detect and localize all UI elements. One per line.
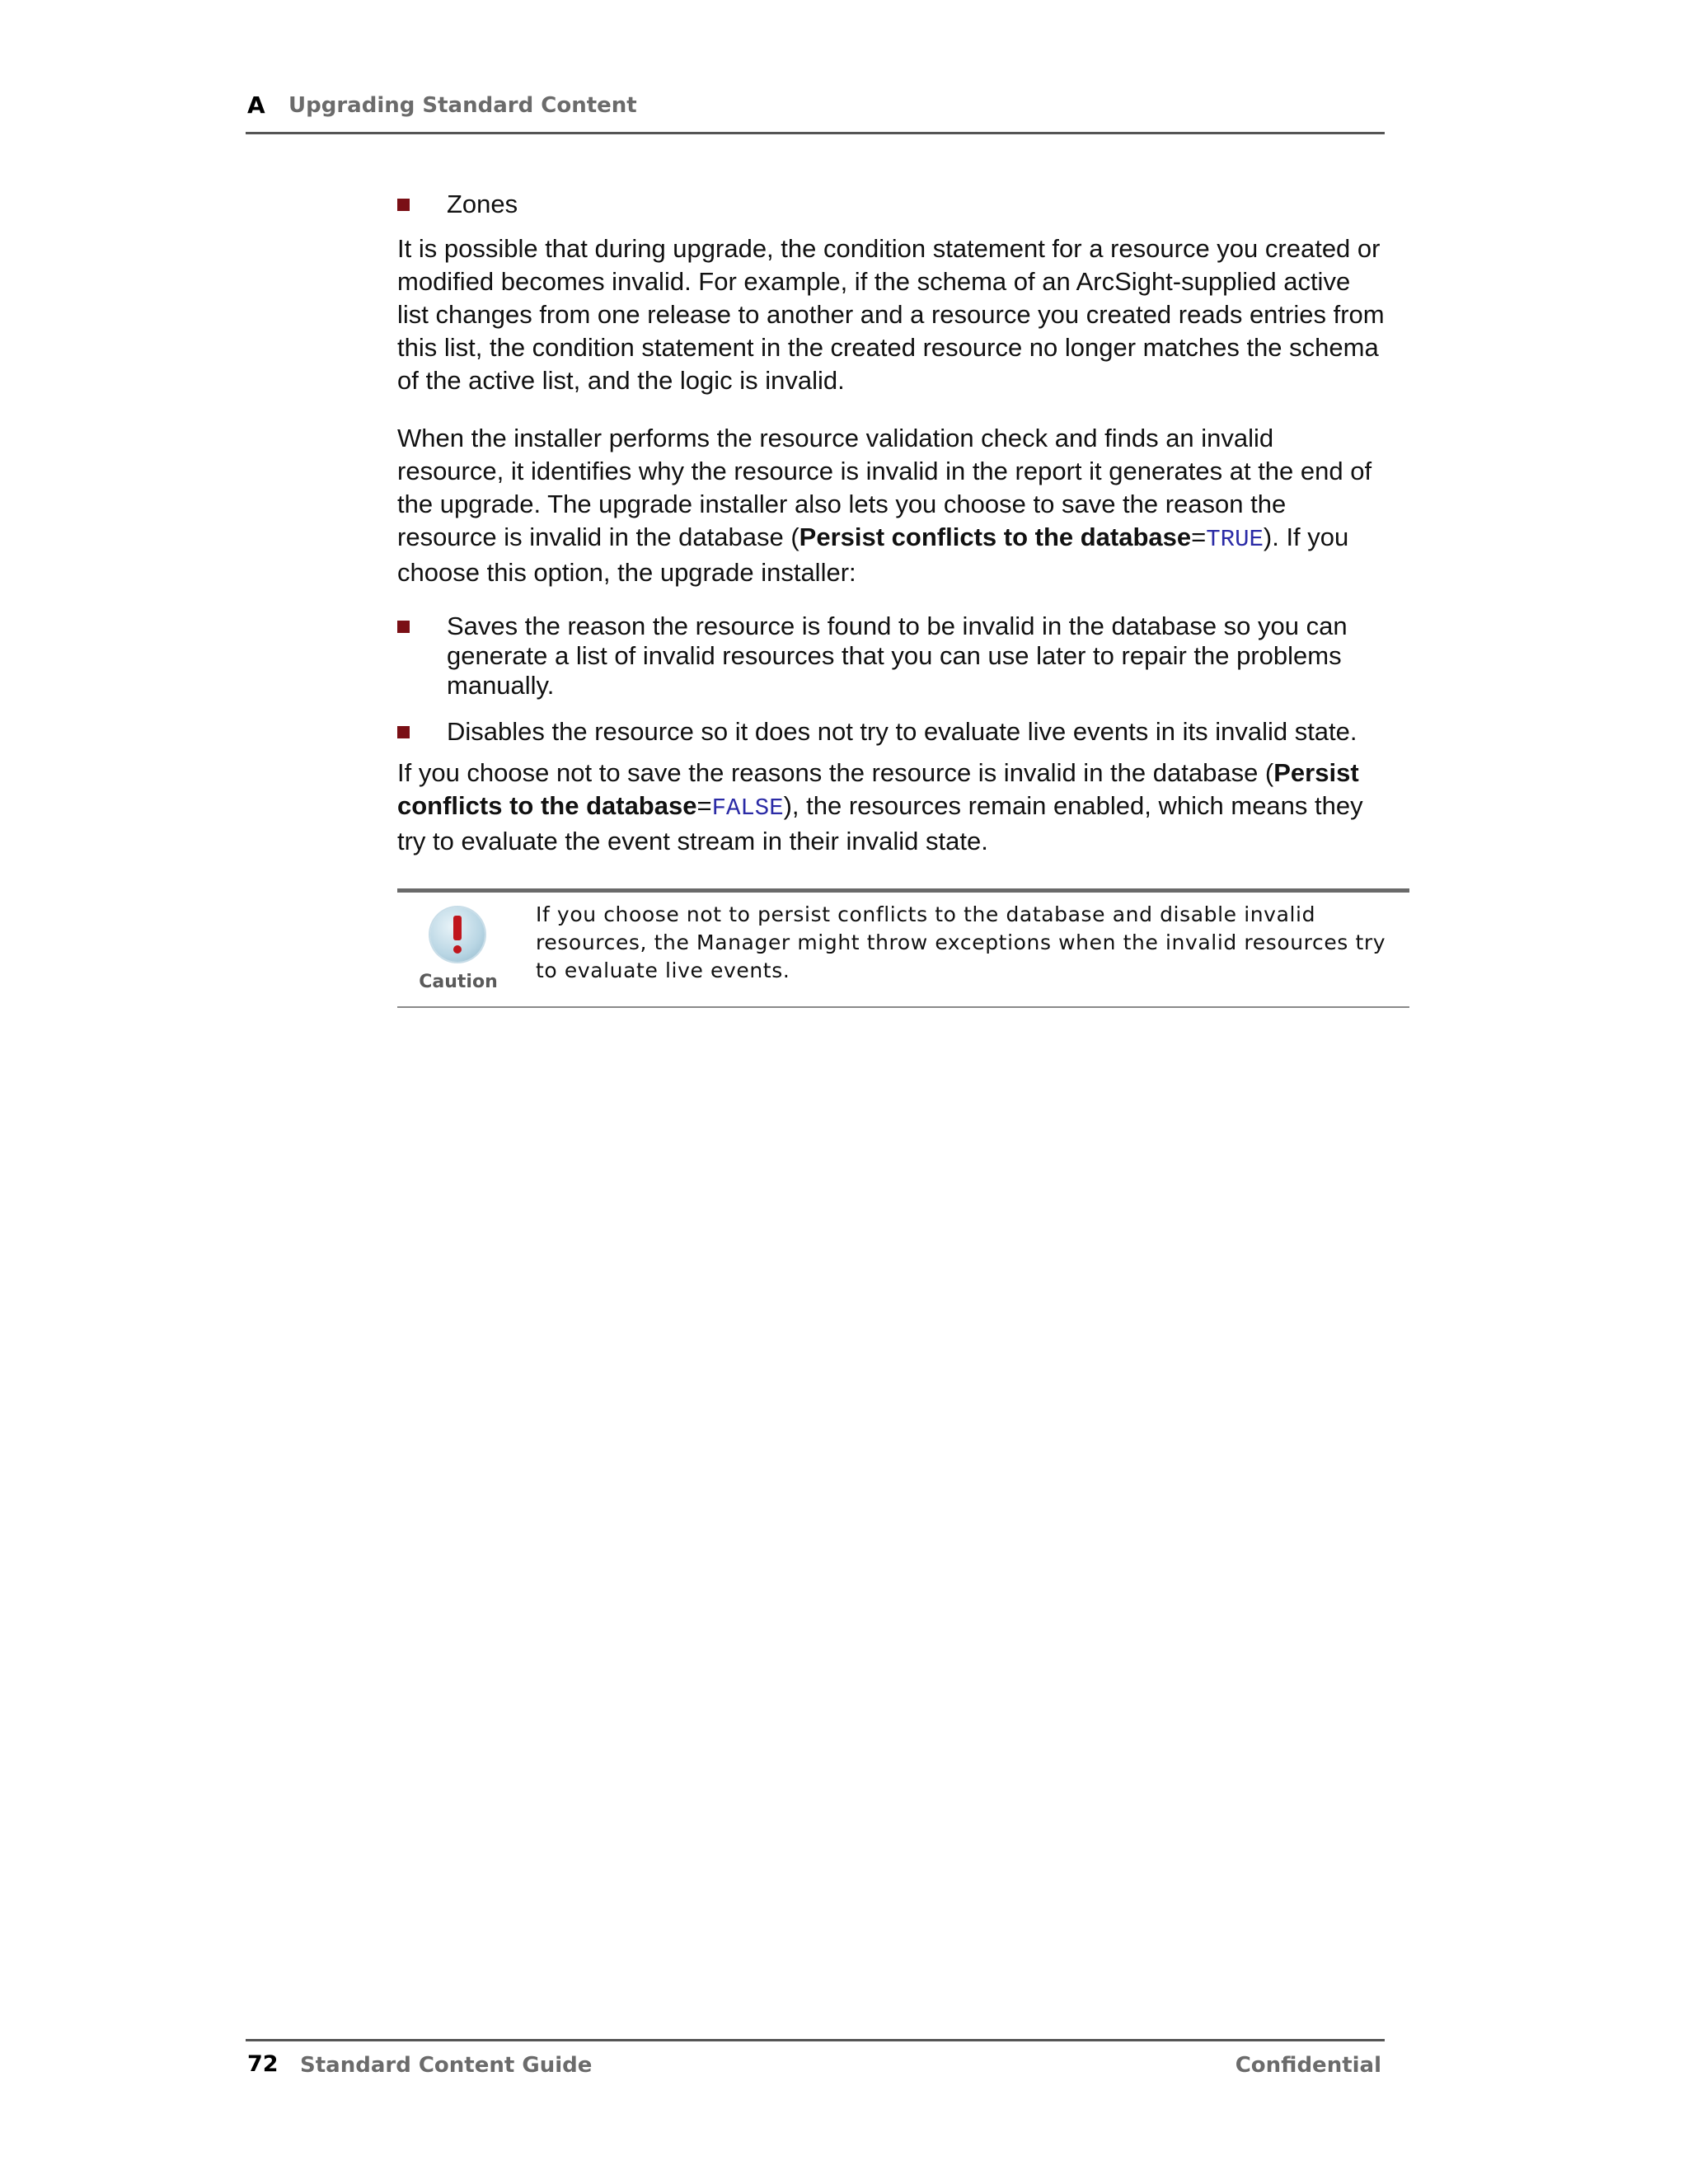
square-bullet-icon — [397, 621, 410, 633]
caution-circle — [430, 907, 485, 962]
paragraph-2-text-b: ). If you choose this option, the upgrade installer: — [397, 523, 1349, 587]
option-name: Persist conflicts to the database — [799, 523, 1192, 551]
page-header — [246, 91, 1385, 134]
list-item-text: Disables the resource so it does not try to evaluate live events in its invalid state. — [447, 717, 1357, 746]
caution-exclamation-icon — [409, 907, 498, 998]
square-bullet-icon — [397, 199, 410, 211]
caution-text: If you choose not to persist conflicts to the database and disable invalid resources, the Manager might throw exceptions when the invalid resources try to evaluate live events. — [536, 902, 1386, 982]
paragraph-3-text-b: ), the resources remain enabled, which means they try to evaluate the event stream in their invalid state. — [397, 791, 1363, 855]
option-value-code: TRUE — [1206, 526, 1264, 553]
paragraph-2 — [397, 422, 1386, 589]
paragraph-1: It is possible that during upgrade, the condition statement for a resource you created or modified becomes invalid. For example, if the schema of an ArcSight-supplied active list changes from one release to another and a resource you created reads entries from this list, the condition statement in the created resource no longer matches the schema of the active list, and the logic is invalid. — [397, 234, 1385, 395]
page-footer — [246, 2039, 1385, 2091]
paragraph-3 — [397, 757, 1386, 858]
list-item-text: Zones — [447, 190, 518, 218]
caution-note — [397, 888, 1409, 1008]
option-value-code: FALSE — [711, 794, 784, 822]
confidential-label: Confidential — [1235, 2053, 1381, 2078]
paragraph-3-text-a: If you choose not to save the reasons the resource is invalid in the database ( — [397, 758, 1274, 787]
paragraph-2-text-a: When the installer performs the resource validation check and finds an invalid resource, it identifies why the resource is invalid in the report it generates at the end of the upgrade. The upgrade installer also lets you choose to save the reason the resource is invalid in the database ( — [397, 424, 1372, 551]
appendix-letter: A — [247, 91, 265, 119]
equals-sign: = — [696, 791, 712, 820]
header-title: Upgrading Standard Content — [288, 93, 637, 118]
equals-sign: = — [1191, 523, 1207, 551]
footer-title: Standard Content Guide — [300, 2053, 593, 2078]
page-number: 72 — [247, 2051, 279, 2077]
list-item-text: Saves the reason the resource is found to be invalid in the database so you can generate a list of invalid resources that you can use later to repair the problems manually. — [447, 612, 1348, 700]
square-bullet-icon — [397, 726, 410, 738]
option-name: Persist conflicts to the database — [397, 758, 1359, 820]
caution-label: Caution — [419, 972, 498, 992]
